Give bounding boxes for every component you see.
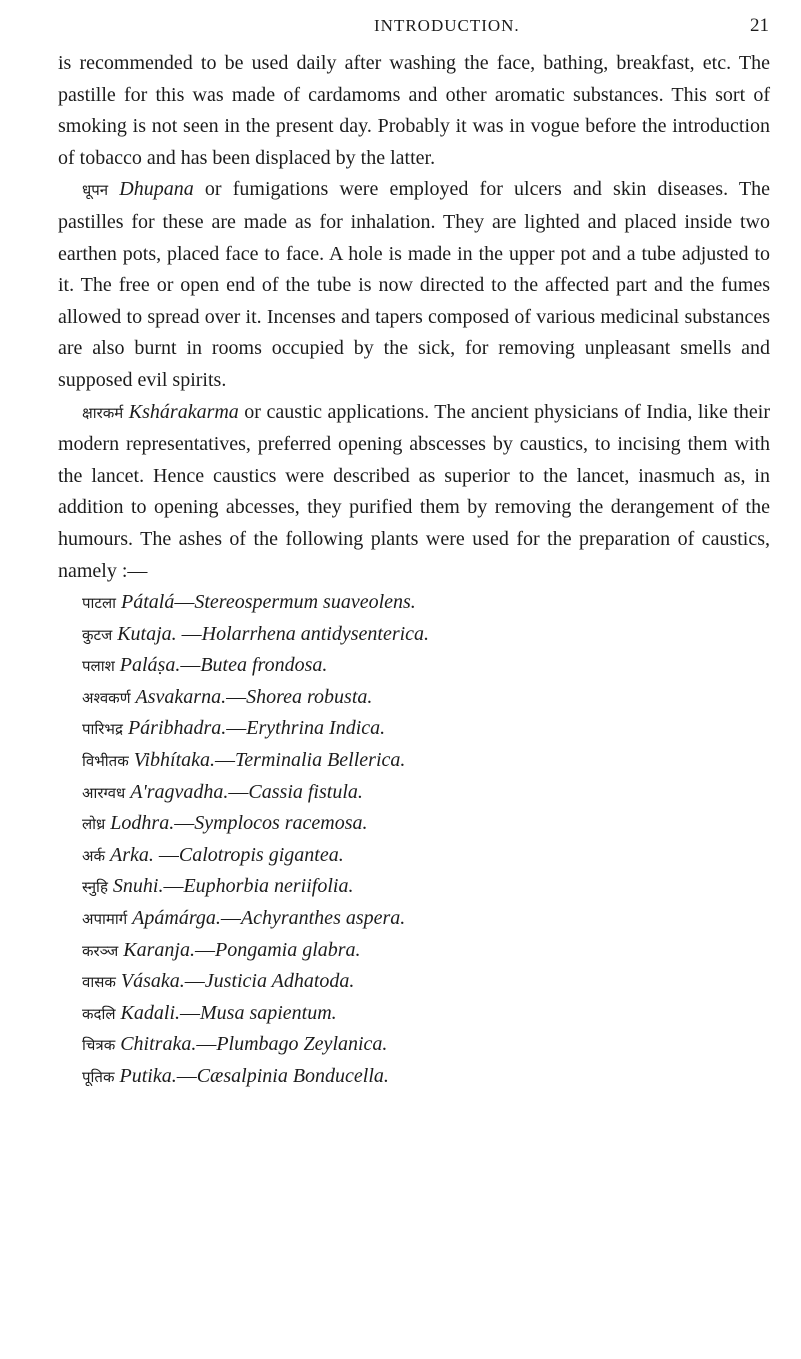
list-item: पूतिक Putika.—Cæsalpinia Bonducella. (82, 1065, 389, 1087)
botanical-name: Holarrhena antidysenterica. (201, 622, 430, 645)
botanical-name: Calotropis gigantea. (178, 843, 344, 866)
botanical-name: Cæsalpinia Bonducella. (196, 1065, 389, 1087)
paragraph-dhupana (58, 174, 770, 396)
running-title: INTRODUCTION. (374, 16, 520, 35)
devanagari-name: लोध्र (82, 815, 106, 834)
plant-name: Paláṣa. (119, 654, 181, 677)
list-item: वासक Vásaka.—Justicia Adhatoda. (82, 970, 355, 993)
plant-name: Vásaka. (120, 970, 185, 993)
plant-name: Putika. (119, 1065, 177, 1087)
list-item: पारिभद्र Páribhadra.—Erythrina Indica. (82, 717, 386, 740)
devanagari-name: अश्वकर्ण (82, 688, 131, 707)
botanical-name: Pongamia glabra. (214, 938, 361, 961)
paragraph-text: is recommended to be used daily after washing the face, bathing, breakfast, etc. The pastille for this was made of cardamoms and other aromatic substances. This sort of smoking is not seen in the present day. Probably it was in vogue before the introduction of tobacco and has been displaced by the latter. (58, 52, 770, 169)
plant-name: Vibhítaka. (133, 749, 216, 772)
running-head (0, 8, 801, 40)
devanagari-name: चित्रक (82, 1036, 116, 1055)
list-item: पाटला Pátalá—Stereospermum suaveolens. (82, 591, 416, 614)
devanagari-name: स्नुहि (82, 878, 108, 897)
plant-name: Snuhi. (112, 875, 164, 898)
devanagari-name: अपामार्ग (82, 910, 128, 929)
botanical-name: Shorea robusta. (246, 685, 373, 708)
devanagari-name: कदलि (82, 1004, 116, 1023)
list-item: कुटज Kutaja. —Holarrhena antidysenterica. (82, 622, 430, 645)
devanagari-term: धूपन (82, 181, 109, 200)
devanagari-term: क्षारकर्म (82, 403, 124, 422)
devanagari-name: पारिभद्र (82, 720, 123, 739)
devanagari-name: पाटला (82, 594, 117, 613)
sanskrit-term: Kshárakarma (128, 400, 239, 423)
devanagari-name: कुटज (82, 625, 113, 644)
botanical-name: Musa sapientum. (200, 1001, 337, 1024)
devanagari-name: अर्क (82, 846, 105, 865)
list-item: पलाश Paláṣa.—Butea frondosa. (82, 654, 328, 677)
devanagari-name: विभीतक (82, 752, 129, 771)
botanical-name: Butea frondosa. (200, 654, 328, 677)
list-item: कदलि Kadali.—Musa sapientum. (82, 1001, 337, 1024)
plant-name: Páribhadra. (127, 717, 227, 740)
devanagari-name: वासक (82, 973, 116, 992)
botanical-name: Achyranthes aspera. (240, 907, 406, 930)
caustic-plants-list (58, 587, 770, 1093)
list-item: चित्रक Chitraka.—Plumbago Zeylanica. (82, 1033, 388, 1056)
list-item: विभीतक Vibhítaka.—Terminalia Bellerica. (82, 749, 406, 772)
botanical-name: Terminalia Bellerica. (235, 749, 406, 772)
devanagari-name: करञ्ज (82, 941, 119, 960)
botanical-name: Cassia fistula. (248, 780, 363, 803)
botanical-name: Stereospermum suaveolens. (194, 591, 416, 614)
plant-name: Kutaja. (117, 622, 177, 645)
list-item: स्नुहि Snuhi.—Euphorbia neriifolia. (82, 875, 354, 898)
paragraph-ksharakarma (58, 397, 770, 588)
botanical-name: Justicia Adhatoda. (204, 970, 355, 993)
plant-name: Arka. (109, 843, 154, 866)
plant-name: Karanja. (123, 938, 195, 961)
devanagari-name: पूतिक (82, 1068, 115, 1086)
list-item: लोध्र Lodhra.—Symplocos racemosa. (82, 812, 368, 835)
list-item: करञ्ज Karanja.—Pongamia glabra. (82, 938, 361, 961)
plant-name: Kadali. (120, 1001, 180, 1024)
botanical-name: Plumbago Zeylanica. (216, 1033, 388, 1056)
botanical-name: Erythrina Indica. (246, 717, 386, 740)
devanagari-name: आरग्वध (82, 783, 126, 802)
paragraph-text: or caustic applications. The ancient physicians of India, like their modern representatives, preferred opening abscesses by caustics, to incising them with the lancet. Hence caustics were described as superior to the lancet, inasmuch as, in addition to opening abcesses, they purified them by removing the derangement of the humours. The ashes of the following plants were used for the preparation of caustics, namely :— (58, 400, 771, 582)
plant-name: A'ragvadha. (130, 780, 229, 803)
botanical-name: Euphorbia neriifolia. (183, 875, 354, 898)
body-text (58, 48, 770, 1093)
list-item: अश्वकर्ण Asvakarna.—Shorea robusta. (82, 685, 373, 708)
plant-name: Apámárga. (132, 907, 221, 930)
list-item: आरग्वध A'ragvadha.—Cassia fistula. (82, 780, 363, 803)
list-item: अर्क Arka. —Calotropis gigantea. (82, 843, 344, 866)
page-number: 21 (750, 15, 769, 36)
list-item: अपामार्ग Apámárga.—Achyranthes aspera. (82, 907, 406, 930)
botanical-name: Symplocos racemosa. (194, 812, 368, 835)
paragraph-smoking (58, 48, 770, 174)
paragraph-text: or fumigations were employed for ulcers and skin diseases. The pastilles for these are made as for inhalation. They are lighted and placed inside two earthen pots, placed face to face. A hole is made in the upper pot and a tube adjusted to it. The free or open end of the tube is now directed to the affected part and the fumes allowed to spread over it. Incenses and tapers composed of various medicinal substances are also burnt in rooms occupied by the sick, for removing unpleasant smells and supposed evil spirits. (58, 178, 771, 391)
plant-name: Pátalá (121, 591, 175, 614)
plant-name: Asvakarna. (135, 685, 227, 708)
devanagari-name: पलाश (82, 657, 115, 676)
sanskrit-term: Dhupana (119, 178, 194, 201)
plant-name: Chitraka. (120, 1033, 197, 1056)
plant-name: Lodhra. (110, 812, 175, 835)
